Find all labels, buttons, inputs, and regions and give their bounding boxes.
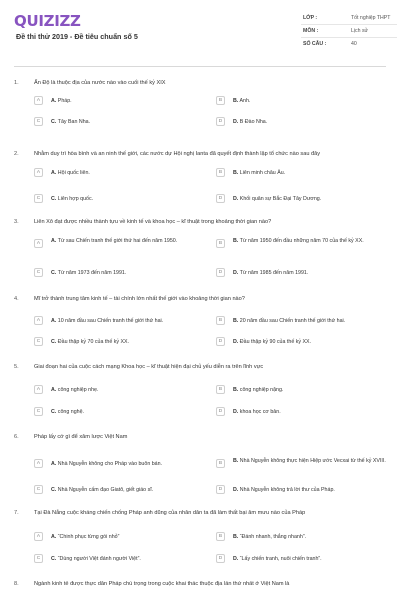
option-letter-box: A [34, 316, 43, 325]
meta-value: Lịch sử [351, 28, 369, 34]
option-letter-box: C [34, 268, 43, 277]
option-d[interactable] [216, 116, 396, 129]
option-label: D. [233, 338, 239, 345]
option-b[interactable] [216, 95, 396, 108]
option-label: D. [233, 195, 239, 202]
meta-row-subject [301, 25, 397, 38]
option-text: Từ năm 1985 đến năm 1991. [239, 269, 309, 276]
option-text: khoa học cơ bản. [239, 408, 281, 415]
option-letter-box: C [34, 117, 43, 126]
option-letter-box: A [34, 239, 43, 248]
option-text: Từ năm 1973 đến năm 1991. [57, 269, 127, 276]
option-label: A. [51, 169, 57, 176]
option-text: 10 năm đầu sau Chiến tranh thế giới thứ hai. [57, 317, 164, 324]
question-text: Pháp lấy cớ gì để xâm lược Việt Nam [34, 434, 128, 440]
question-number: 3. [14, 219, 19, 225]
option-a[interactable] [34, 167, 214, 180]
option-label: A. [51, 97, 57, 104]
option-text: công nghiệp nặng. [239, 386, 284, 393]
option-letter-box: C [34, 407, 43, 416]
option-d[interactable] [216, 484, 396, 497]
option-letter-box: D [216, 554, 225, 563]
option-label: C. [51, 408, 57, 415]
header-divider [14, 66, 386, 67]
exam-meta-table [301, 12, 397, 50]
option-letter-box: C [34, 194, 43, 203]
option-label: B. [233, 97, 239, 104]
option-text: Tây Ban Nha. [57, 118, 91, 125]
option-text: Từ năm 1950 đến đầu những năm 70 của thế kỷ XX. [239, 238, 364, 244]
option-label: D. [233, 269, 239, 276]
question-text: Nhằm duy trì hòa bình và an ninh thế giới, các nước dự Hội nghị Ianta đã quyết định thành lập tổ chức nào sau đây [34, 151, 321, 157]
option-b[interactable] [216, 458, 396, 471]
meta-label: LỚP : [303, 15, 318, 21]
option-label: C. [51, 555, 57, 562]
option-label: D. [233, 486, 239, 493]
option-label: A. [51, 238, 57, 244]
option-label: B. [233, 533, 239, 540]
option-text: Đầu thập kỷ 90 của thế kỷ XX. [239, 338, 312, 345]
question-number: 2. [14, 151, 19, 157]
option-b[interactable] [216, 238, 396, 251]
option-c[interactable] [34, 336, 214, 349]
option-c[interactable] [34, 116, 214, 129]
option-d[interactable] [216, 193, 396, 206]
option-label: C. [51, 195, 57, 202]
option-label: B. [233, 238, 239, 244]
meta-row-question-count [301, 38, 397, 50]
option-a[interactable] [34, 315, 214, 328]
option-label: D. [233, 118, 239, 125]
option-d[interactable] [216, 267, 396, 280]
option-text: Từ sau Chiến tranh thế giới thứ hai đến năm 1950. [57, 238, 178, 244]
question-number: 6. [14, 434, 19, 440]
option-label: A. [51, 317, 57, 324]
option-letter-box: B [216, 532, 225, 541]
option-letter-box: C [34, 554, 43, 563]
option-text: Liên minh châu Âu. [239, 169, 286, 176]
question-text: Giai đoạn hai của cuộc cách mạng Khoa học – kĩ thuật hiện đại chủ yếu diễn ra trên lĩnh vực [34, 364, 264, 370]
option-letter-box: B [216, 239, 225, 248]
question-number: 1. [14, 80, 19, 86]
exam-title: Đề thi thử 2019 - Đề tiêu chuẩn số 5 [16, 32, 138, 41]
option-letter-box: A [34, 532, 43, 541]
option-b[interactable] [216, 384, 396, 397]
option-text: Khối quân sự Bắc Đại Tây Dương. [239, 195, 322, 202]
meta-value: 40 [351, 41, 357, 47]
option-text: “Đánh nhanh, thắng nhanh”. [239, 533, 307, 540]
option-letter-box: D [216, 407, 225, 416]
option-letter-box: A [34, 385, 43, 394]
option-label: C. [51, 118, 57, 125]
meta-value: Tốt nghiệp THPT [351, 15, 391, 21]
option-d[interactable] [216, 406, 396, 419]
meta-label: MÔN : [303, 28, 319, 34]
option-text: Liên hợp quốc. [57, 195, 94, 202]
option-text: công nghiệp nhẹ. [57, 386, 99, 393]
option-a[interactable] [34, 95, 214, 108]
option-c[interactable] [34, 553, 214, 566]
option-label: C. [51, 486, 57, 493]
option-text: Nhà Nguyễn không trả lời thư của Pháp. [239, 486, 335, 493]
option-label: C. [51, 338, 57, 345]
option-label: B. [233, 458, 239, 464]
question-number: 7. [14, 510, 19, 516]
option-text: B Đào Nha. [239, 118, 268, 125]
option-label: B. [233, 169, 239, 176]
question-text: Liên Xô đạt được nhiều thành tựu về kinh tế và khoa học – kĩ thuật trong khoảng thời gian nào? [34, 219, 272, 225]
option-letter-box: D [216, 268, 225, 277]
option-d[interactable] [216, 553, 396, 566]
option-a[interactable] [34, 458, 214, 471]
option-d[interactable] [216, 336, 396, 349]
worksheet-header [14, 12, 391, 62]
option-label: A. [51, 386, 57, 393]
option-text: Đầu thập kỷ 70 của thế kỷ XX. [57, 338, 130, 345]
question-text: Tại Đà Nẵng cuộc kháng chiến chống Pháp anh dũng của nhân dân ta đã làm thất bại âm mưu nào của Pháp [34, 510, 306, 516]
option-c[interactable] [34, 267, 214, 280]
option-letter-box: C [34, 485, 43, 494]
option-c[interactable] [34, 193, 214, 206]
option-letter-box: C [34, 337, 43, 346]
option-c[interactable] [34, 484, 214, 497]
option-label: B. [233, 386, 239, 393]
option-text: Nhà Nguyễn không cho Pháp vào buôn bán. [57, 460, 163, 467]
option-letter-box: D [216, 337, 225, 346]
meta-label: SỐ CÂU : [303, 41, 327, 47]
option-text: Nhà Nguyễn không thực hiện Hiệp ước Vecxai từ thế kỷ XVIII. [239, 458, 386, 464]
question-number: 5. [14, 364, 19, 370]
question-text: Ngành kinh tế được thực dân Pháp chú trọng trong cuộc khai thác thuộc địa lần thứ nhất ở Việt Nam là [34, 581, 290, 587]
option-letter-box: D [216, 194, 225, 203]
option-text: công nghệ. [57, 408, 85, 415]
option-a[interactable] [34, 238, 214, 251]
quizizz-logo: QUIZIZZ [14, 12, 81, 30]
option-label: A. [51, 460, 57, 467]
option-letter-box: B [216, 168, 225, 177]
option-letter-box: D [216, 485, 225, 494]
question-text: Mĩ trở thành trung tâm kinh tế – tài chính lớn nhất thế giới vào khoảng thời gian nào? [34, 296, 245, 302]
option-text: Anh. [239, 97, 251, 104]
option-b[interactable] [216, 531, 396, 544]
option-letter-box: A [34, 168, 43, 177]
option-b[interactable] [216, 167, 396, 180]
option-label: A. [51, 533, 57, 540]
question-number: 4. [14, 296, 19, 302]
option-label: B. [233, 317, 239, 324]
option-text: Nhà Nguyễn cấm đạo Giatô, giết giáo sĩ. [57, 486, 154, 493]
question-text: Ấn Độ là thuộc địa của nước nào vào cuối thế kỷ XIX [34, 80, 166, 86]
option-label: D. [233, 408, 239, 415]
option-b[interactable] [216, 315, 396, 328]
option-text: Pháp. [57, 97, 72, 104]
option-label: C. [51, 269, 57, 276]
option-text: “Chinh phục từng gói nhỏ” [57, 533, 120, 540]
option-a[interactable] [34, 531, 214, 544]
option-letter-box: B [216, 316, 225, 325]
option-a[interactable] [34, 384, 214, 397]
option-c[interactable] [34, 406, 214, 419]
option-text: “Lấy chiến tranh, nuôi chiến tranh”. [239, 555, 322, 562]
option-text: Hội quốc liên. [57, 169, 90, 176]
option-label: D. [233, 555, 239, 562]
option-letter-box: B [216, 385, 225, 394]
meta-row-class [301, 12, 397, 25]
option-letter-box: D [216, 117, 225, 126]
option-letter-box: A [34, 96, 43, 105]
option-letter-box: B [216, 459, 225, 468]
option-text: “Dùng người Việt đánh người Việt”. [57, 555, 141, 562]
option-letter-box: B [216, 96, 225, 105]
option-letter-box: A [34, 459, 43, 468]
option-text: 20 năm đầu sau Chiến tranh thế giới thứ hai. [239, 317, 346, 324]
question-number: 8. [14, 581, 19, 587]
